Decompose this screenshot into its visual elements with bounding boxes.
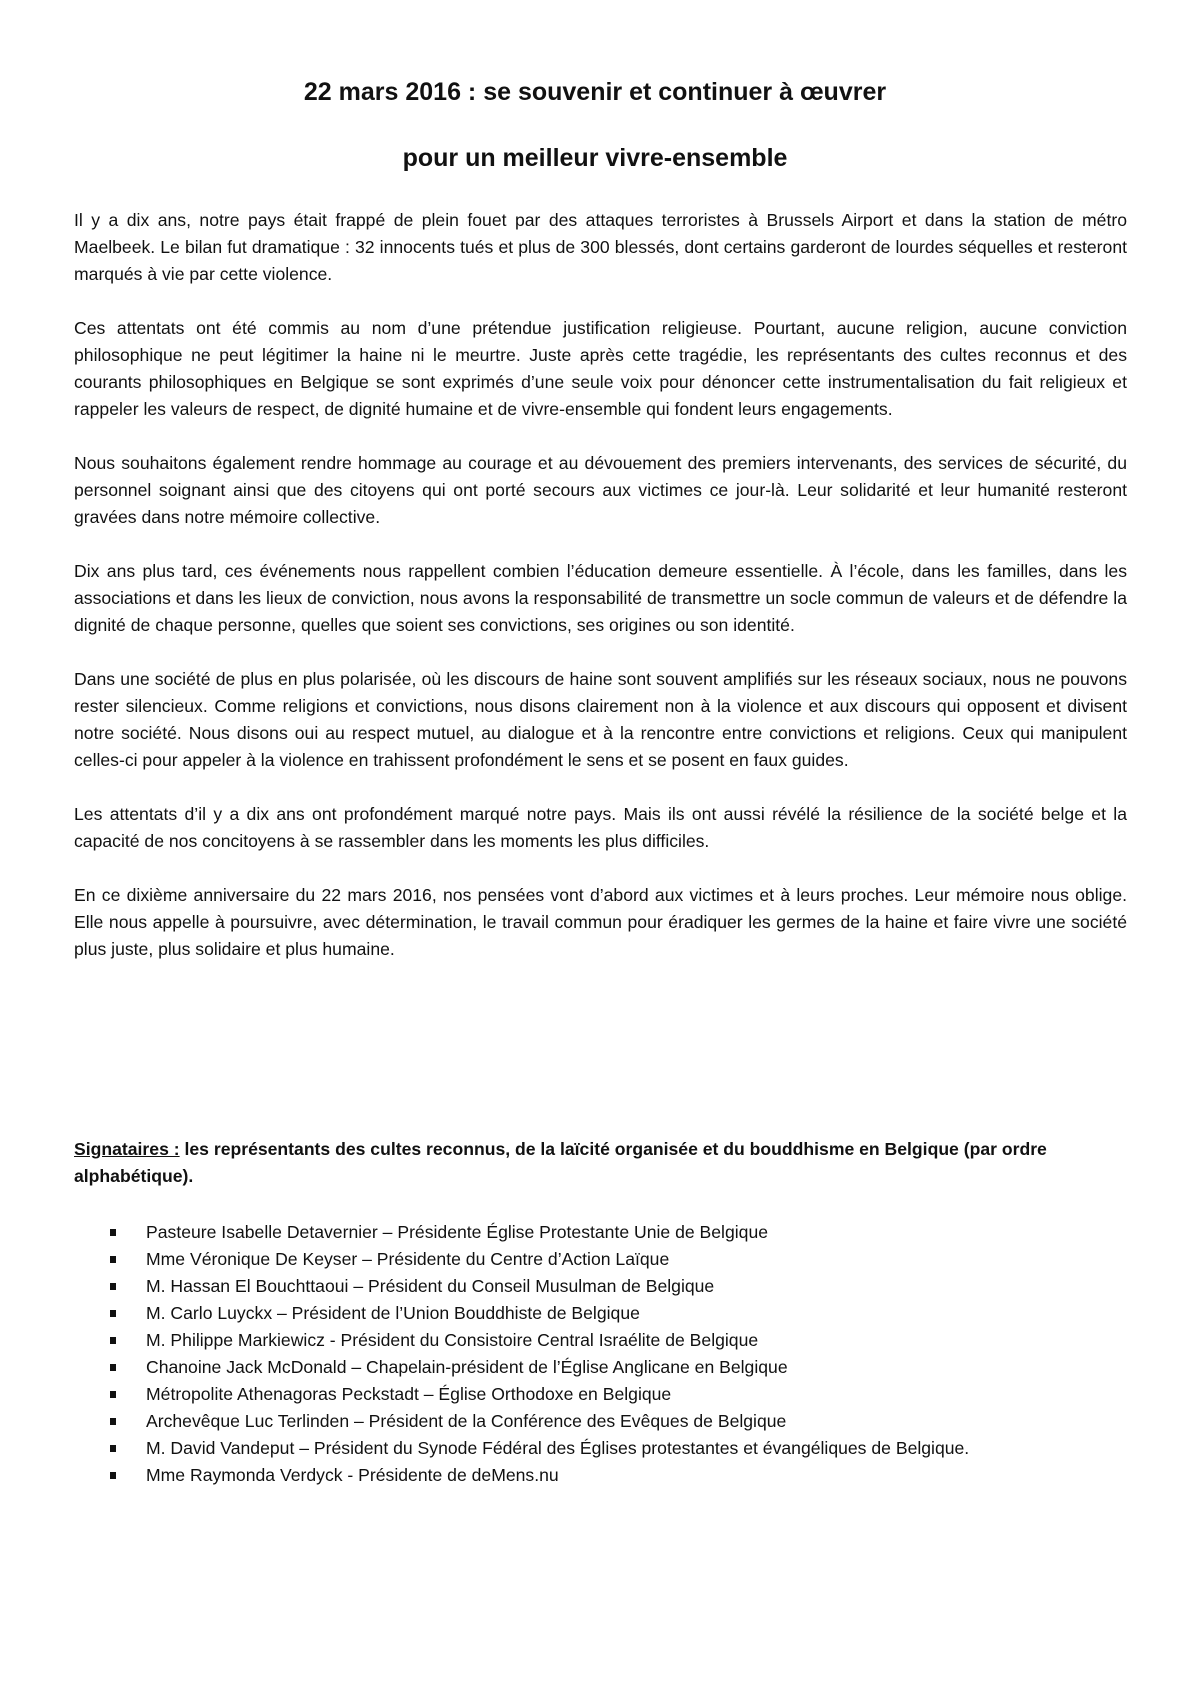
signatory: Métropolite Athenagoras Peckstadt – Église Orthodoxe en Belgique: [146, 1384, 672, 1404]
document-subtitle: pour un meilleur vivre-ensemble: [402, 144, 788, 172]
list-item: [74, 1300, 1074, 1327]
document-title: 22 mars 2016 : se souvenir et continuer à œuvrer: [303, 78, 887, 106]
signatory: Pasteure Isabelle Detavernier – Présidente Église Protestante Unie de Belgique: [146, 1222, 769, 1242]
signatory: Mme Raymonda Verdyck - Présidente de deMens.nu: [146, 1465, 559, 1485]
bullet-icon: [110, 1283, 116, 1290]
paragraph: Il y a dix ans, notre pays était frappé de plein fouet par des attaques terroristes à Brussels Airport et dans la station de métro Maelbeek. Le bilan fut dramatique : 32 innocents tués et plus de 300 blessés, dont certains garderont de lourdes séquelles et resteront marqués à vie par cette violence.: [74, 210, 1127, 284]
list-item: [74, 1381, 1074, 1408]
list-item: [74, 1435, 1074, 1462]
list-item: [74, 1246, 1074, 1273]
signatories-intro: les représentants des cultes reconnus, de la laïcité organisée et du bouddhisme en Belgique (par ordre alphabétique).: [74, 1139, 1047, 1186]
signatories-list: [74, 1219, 1074, 1489]
signatory: Chanoine Jack McDonald – Chapelain-président de l’Église Anglicane en Belgique: [146, 1357, 788, 1377]
list-item: [74, 1462, 1074, 1489]
bullet-icon: [110, 1472, 116, 1479]
bullet-icon: [110, 1445, 116, 1452]
bullet-icon: [110, 1418, 116, 1425]
paragraph: Nous souhaitons également rendre hommage au courage et au dévouement des premiers intervenants, des services de sécurité, du personnel soignant ainsi que des citoyens qui ont porté secours aux victimes ce jour-là. Leur solidarité et leur humanité resteront gravées dans notre mémoire collective.: [74, 453, 1127, 527]
document-body: [74, 207, 1127, 990]
list-item: [74, 1354, 1074, 1381]
signatory: Archevêque Luc Terlinden – Président de la Conférence des Evêques de Belgique: [146, 1411, 787, 1431]
list-item: [74, 1273, 1074, 1300]
signatory: M. Carlo Luyckx – Président de l’Union Bouddhiste de Belgique: [146, 1303, 640, 1323]
bullet-icon: [110, 1256, 116, 1263]
paragraph: En ce dixième anniversaire du 22 mars 2016, nos pensées vont d’abord aux victimes et à leurs proches. Leur mémoire nous oblige. Elle nous appelle à poursuivre, avec détermination, le travail commun pour éradiquer les germes de la haine et faire vivre une société plus juste, plus solidaire et plus humaine.: [74, 885, 1127, 959]
signatories-label: Signataires :: [74, 1139, 180, 1159]
paragraph: Dans une société de plus en plus polarisée, où les discours de haine sont souvent amplifiés sur les réseaux sociaux, nous ne pouvons rester silencieux. Comme religions et convictions, nous disons clairement non à la violence et aux discours qui opposent et divisent notre société. Nous disons oui au respect mutuel, au dialogue et à la rencontre entre convictions et religions. Ceux qui manipulent celles-ci pour appeler à la violence en trahissent profondément le sens et se posent en faux guides.: [74, 669, 1127, 770]
bullet-icon: [110, 1310, 116, 1317]
list-item: [74, 1408, 1074, 1435]
list-item: [74, 1219, 1074, 1246]
paragraph: Ces attentats ont été commis au nom d’une prétendue justification religieuse. Pourtant, aucune religion, aucune conviction philosophique ne peut légitimer la haine ni le meurtre. Juste après cette tragédie, les représentants des cultes reconnus et des courants philosophiques en Belgique se sont exprimés d’une seule voix pour dénoncer cette instrumentalisation du fait religieux et rappeler les valeurs de respect, de dignité humaine et de vivre-ensemble qui fondent leurs engagements.: [74, 318, 1127, 419]
bullet-icon: [110, 1364, 116, 1371]
bullet-icon: [110, 1337, 116, 1344]
signatory: M. Hassan El Bouchttaoui – Président du Conseil Musulman de Belgique: [146, 1276, 715, 1296]
signatory: M. Philippe Markiewicz - Président du Consistoire Central Israélite de Belgique: [146, 1330, 759, 1350]
signatory: Mme Véronique De Keyser – Présidente du Centre d’Action Laïque: [146, 1249, 670, 1269]
list-item: [74, 1327, 1074, 1354]
paragraph: Les attentats d’il y a dix ans ont profondément marqué notre pays. Mais ils ont aussi révélé la résilience de la société belge et la capacité de nos concitoyens à se rassembler dans les moments les plus difficiles.: [74, 804, 1127, 851]
signatory: M. David Vandeput – Président du Synode Fédéral des Églises protestantes et évangéliques de Belgique.: [146, 1438, 970, 1458]
paragraph: Dix ans plus tard, ces événements nous rappellent combien l’éducation demeure essentielle. À l’école, dans les familles, dans les associations et dans les lieux de conviction, nous avons la responsabilité de transmettre un socle commun de valeurs et de défendre la dignité de chaque personne, quelles que soient ses convictions, ses origines ou son identité.: [74, 561, 1127, 635]
bullet-icon: [110, 1391, 116, 1398]
signatories-heading: [74, 1136, 1074, 1190]
bullet-icon: [110, 1229, 116, 1236]
